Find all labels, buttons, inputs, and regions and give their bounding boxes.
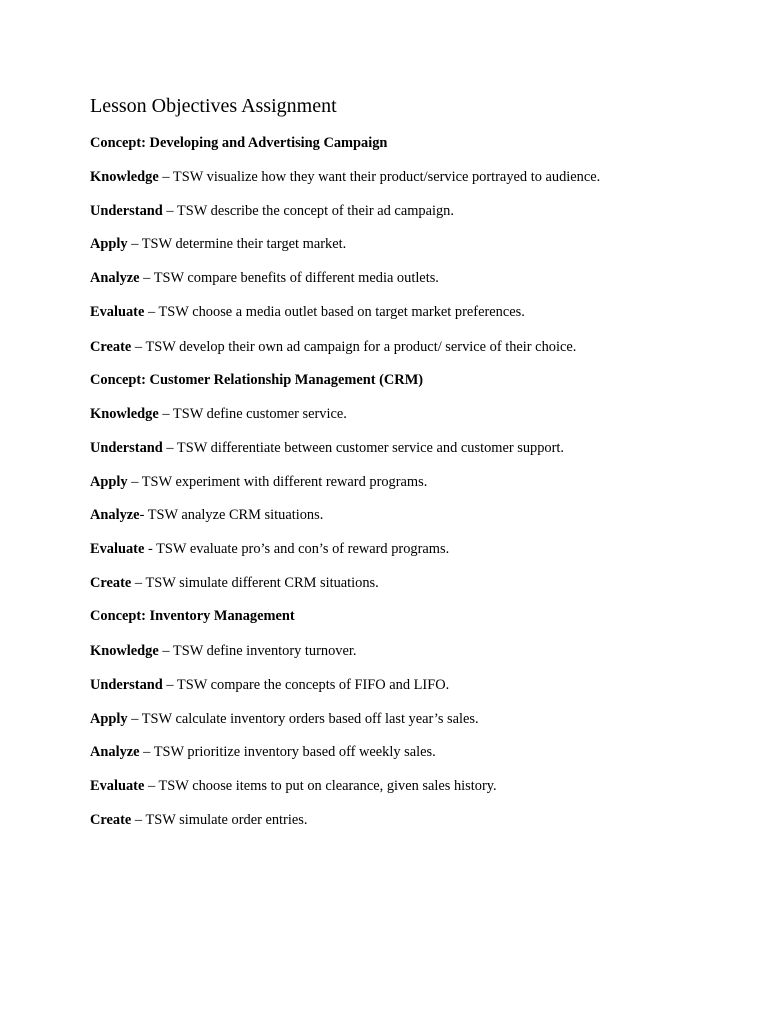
objective-line xyxy=(90,505,323,525)
objective-text: TSW analyze CRM situations. xyxy=(147,507,324,523)
objective-level: Analyze xyxy=(90,507,140,523)
objective-text: TSW calculate inventory orders based off last year’s sales. xyxy=(141,711,479,727)
objective-separator: – xyxy=(144,304,159,320)
objective-separator: – xyxy=(127,711,142,727)
objective-text: TSW choose a media outlet based on target market preferences. xyxy=(158,304,525,320)
objective-line xyxy=(90,539,449,559)
objective-level: Evaluate xyxy=(90,304,145,320)
objective-text: TSW simulate order entries. xyxy=(145,812,308,828)
objective-text: TSW describe the concept of their ad campaign. xyxy=(176,203,454,219)
objective-text: TSW determine their target market. xyxy=(141,236,347,252)
objective-separator: – xyxy=(158,406,173,422)
objective-level: Understand xyxy=(90,677,163,693)
objective-separator: – xyxy=(162,677,177,693)
objective-line xyxy=(90,234,346,254)
objective-level: Knowledge xyxy=(90,406,159,422)
objective-line xyxy=(90,641,356,661)
objective-level: Apply xyxy=(90,711,128,727)
objective-text: TSW define inventory turnover. xyxy=(172,643,357,659)
objective-line xyxy=(90,302,525,322)
objective-level: Understand xyxy=(90,203,163,219)
objective-text: TSW evaluate pro’s and con’s of reward programs. xyxy=(156,541,450,557)
objective-line xyxy=(90,201,454,221)
objective-text: TSW compare the concepts of FIFO and LIFO. xyxy=(176,677,450,693)
objective-line xyxy=(90,472,427,492)
objective-level: Understand xyxy=(90,440,163,456)
objective-text: TSW simulate different CRM situations. xyxy=(145,575,379,591)
objective-separator: - xyxy=(144,541,157,557)
objective-level: Apply xyxy=(90,474,128,490)
objective-separator: – xyxy=(139,270,154,286)
objective-level: Analyze xyxy=(90,270,140,286)
objective-separator: – xyxy=(127,236,142,252)
objective-separator: – xyxy=(139,744,154,760)
objective-line xyxy=(90,573,379,593)
objective-separator: – xyxy=(158,643,173,659)
concept-heading: Concept: Developing and Advertising Campaign xyxy=(90,135,388,151)
objective-line xyxy=(90,438,564,458)
objective-separator: – xyxy=(144,778,159,794)
objective-level: Create xyxy=(90,812,132,828)
objective-separator: – xyxy=(131,812,146,828)
objective-text: TSW differentiate between customer service and customer support. xyxy=(176,440,565,456)
objective-level: Knowledge xyxy=(90,643,159,659)
objective-separator: – xyxy=(131,575,146,591)
objective-line xyxy=(90,742,436,762)
objective-line xyxy=(90,268,439,288)
objective-line xyxy=(90,776,497,796)
objective-line xyxy=(90,810,307,830)
objective-line xyxy=(90,167,600,187)
objective-level: Evaluate xyxy=(90,541,145,557)
objective-line xyxy=(90,675,449,695)
concept-heading: Concept: Customer Relationship Management (CRM) xyxy=(90,372,424,388)
objective-text: TSW visualize how they want their product/service portrayed to audience. xyxy=(172,169,601,185)
objective-separator: - xyxy=(139,507,148,523)
objective-level: Analyze xyxy=(90,744,140,760)
objective-level: Evaluate xyxy=(90,778,145,794)
objective-text: TSW choose items to put on clearance, given sales history. xyxy=(158,778,497,794)
objective-text: TSW prioritize inventory based off weekly sales. xyxy=(153,744,436,760)
objective-level: Create xyxy=(90,339,132,355)
objective-level: Create xyxy=(90,575,132,591)
objective-text: TSW define customer service. xyxy=(172,406,347,422)
objective-line xyxy=(90,337,576,357)
objective-separator: – xyxy=(127,474,142,490)
objective-text: TSW develop their own ad campaign for a product/ service of their choice. xyxy=(145,339,577,355)
document-title: Lesson Objectives Assignment xyxy=(90,95,337,117)
objective-separator: – xyxy=(162,440,177,456)
objective-text: TSW compare benefits of different media outlets. xyxy=(153,270,439,286)
objective-line xyxy=(90,709,479,729)
objective-level: Knowledge xyxy=(90,169,159,185)
objective-level: Apply xyxy=(90,236,128,252)
objective-separator: – xyxy=(158,169,173,185)
objective-text: TSW experiment with different reward programs. xyxy=(141,474,428,490)
objective-separator: – xyxy=(162,203,177,219)
objective-line xyxy=(90,404,347,424)
concept-heading: Concept: Inventory Management xyxy=(90,608,295,624)
objective-separator: – xyxy=(131,339,146,355)
